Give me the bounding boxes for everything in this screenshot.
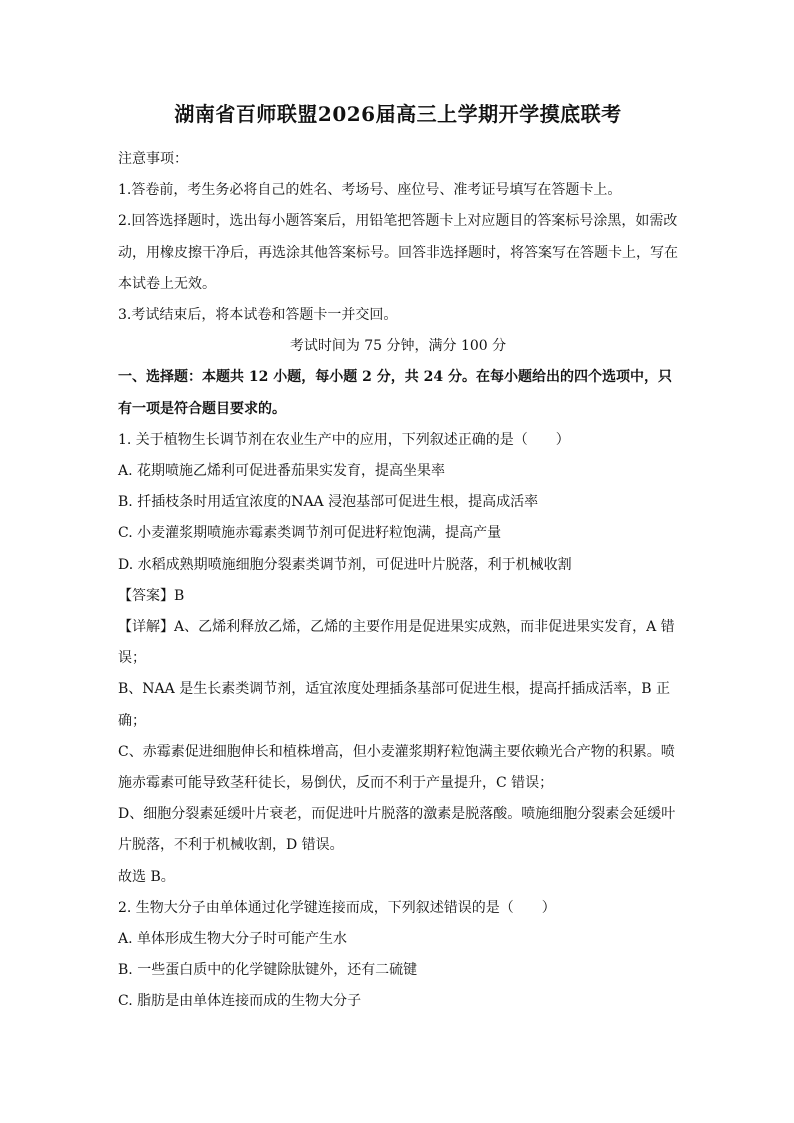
question-1-explanation-b: B、NAA 是生长素类调节剂，适宜浓度处理插条基部可促进生根，提高扦插成活率，B 正确； (118, 681, 670, 729)
question-1-option-d: D. 水稻成熟期喷施细胞分裂素类调节剂，可促进叶片脱落，利于机械收割 (118, 556, 572, 573)
notice-item-2: 2.回答选择题时，选出每小题答案后，用铅笔把答题卡上对应题目的答案标号涂黑，如需改动，用橡皮擦干净后，再选涂其他答案标号。回答非选择题时，将答案写在答题卡上，写在本试卷上无效。 (118, 213, 678, 292)
question-1-conclusion: 故选 B。 (118, 868, 175, 885)
question-2-option-c: C. 脂肪是由单体连接而成的生物大分子 (118, 993, 362, 1010)
exam-info: 考试时间为 75 分钟，满分 100 分 (289, 338, 507, 355)
question-1-explanation-d: D、细胞分裂素延缓叶片衰老，而促进叶片脱落的激素是脱落酸。喷施细胞分裂素会延缓叶片脱落，不利于机械收割，D 错误。 (118, 806, 676, 854)
exam-title: 湖南省百师联盟2026届高三上学期开学摸底联考 (174, 102, 622, 126)
notice-item-3: 3.考试结束后，将本试卷和答题卡一并交回。 (118, 307, 398, 324)
question-1-explanation-a: 【详解】A、乙烯利释放乙烯，乙烯的主要作用是促进果实成熟，而非促进果实发育，A 错误； (118, 619, 675, 667)
section-heading: 一、选择题：本题共 12 小题，每小题 2 分，共 24 分。在每小题给出的四个选项中，只有一项是符合题目要求的。 (118, 369, 672, 417)
notice-item-1: 1.答卷前，考生务必将自己的姓名、考场号、座位号、准考证号填写在答题卡上。 (118, 182, 622, 199)
question-2-option-a: A. 单体形成生物大分子时可能产生水 (118, 931, 348, 948)
question-2-option-b: B. 一些蛋白质中的化学键除肽键外，还有二硫键 (118, 962, 418, 979)
question-1-stem: 1. 关于植物生长调节剂在农业生产中的应用，下列叙述正确的是（ ） (118, 431, 570, 448)
question-1-explanation-c: C、赤霉素促进细胞伸长和植株增高，但小麦灌浆期籽粒饱满主要依赖光合产物的积累。喷施赤霉素可能导致茎秆徒长，易倒伏，反而不利于产量提升，C 错误； (118, 743, 675, 792)
question-1-option-b: B. 扦插枝条时用适宜浓度的NAA 浸泡基部可促进生根，提高成活率 (118, 494, 539, 511)
question-1-option-c: C. 小麦灌浆期喷施赤霉素类调节剂可促进籽粒饱满，提高产量 (118, 525, 502, 542)
question-1-answer: 【答案】B (118, 587, 185, 604)
question-2-stem: 2. 生物大分子由单体通过化学键连接而成，下列叙述错误的是（ ） (118, 899, 556, 916)
exam-page (118, 100, 678, 1018)
notice-heading: 注意事项： (118, 151, 188, 167)
question-1-option-a: A. 花期喷施乙烯利可促进番茄果实发育，提高坐果率 (118, 463, 446, 480)
